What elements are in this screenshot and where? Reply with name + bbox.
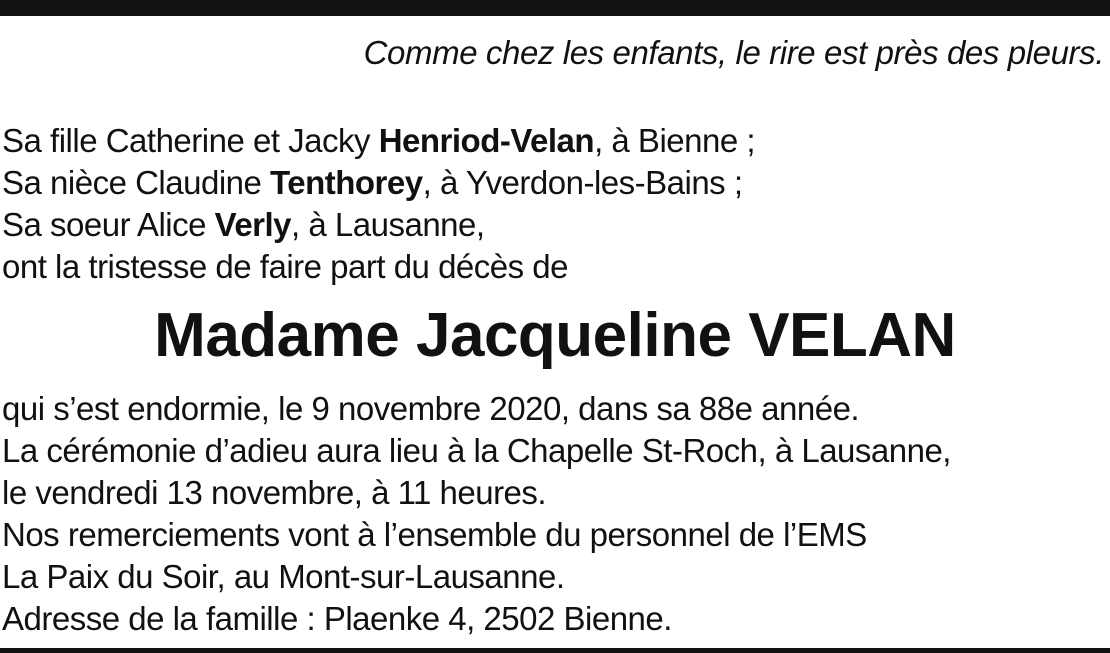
family-line-location: , à Yverdon-les-Bains ; xyxy=(422,164,743,201)
family-surname: Verly xyxy=(214,206,292,243)
epigraph: Comme chez les enfants, le rire est près des pleurs. xyxy=(363,34,1104,71)
family-line-daughter xyxy=(2,120,755,162)
family-line-location: , à Bienne ; xyxy=(594,122,756,159)
family-line-text: Sa fille Catherine et Jacky xyxy=(2,122,379,159)
detail-line-date: le vendredi 13 novembre, à 11 heures. xyxy=(2,474,547,511)
family-surname: Henriod-Velan xyxy=(378,122,595,159)
detail-line-ceremony: La cérémonie d’adieu aura lieu à la Chapelle St-Roch, à Lausanne, xyxy=(2,432,951,469)
family-line-text: Sa soeur Alice xyxy=(2,206,215,243)
detail-line-address: Adresse de la famille : Plaenke 4, 2502 Bienne. xyxy=(2,600,672,637)
family-surname: Tenthorey xyxy=(270,164,423,201)
detail-line-ems: La Paix du Soir, au Mont-sur-Lausanne. xyxy=(2,558,565,595)
family-line-niece xyxy=(2,162,743,204)
deceased-name: Madame Jacqueline VELAN xyxy=(154,301,956,370)
family-line-sister xyxy=(2,204,485,246)
top-rule xyxy=(0,0,1110,16)
detail-line-passing: qui s’est endormie, le 9 novembre 2020, dans sa 88e année. xyxy=(2,390,860,427)
bottom-rule xyxy=(0,648,1110,653)
detail-line-thanks: Nos remerciements vont à l’ensemble du personnel de l’EMS xyxy=(2,516,867,553)
family-line-text: Sa nièce Claudine xyxy=(2,164,271,201)
family-line-location: , à Lausanne, xyxy=(291,206,485,243)
announcement-line: ont la tristesse de faire part du décès de xyxy=(2,248,569,285)
